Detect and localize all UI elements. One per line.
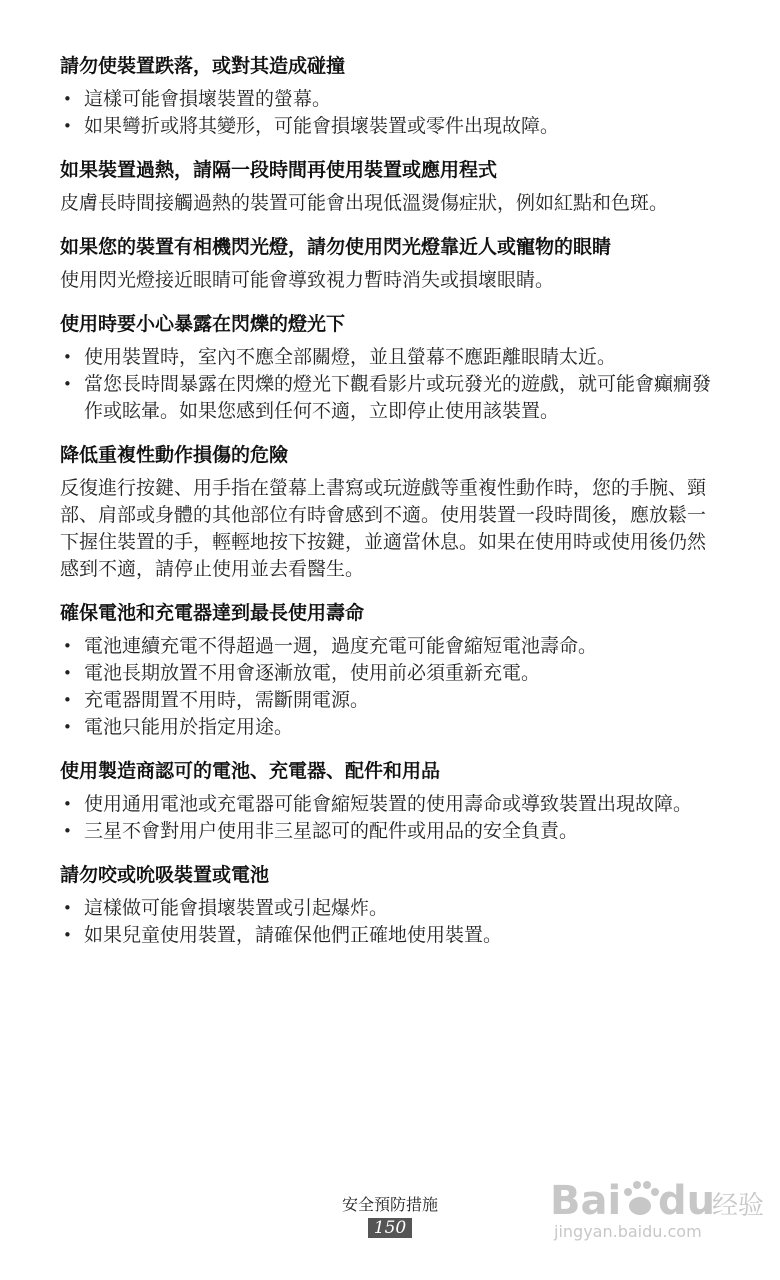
section-flash (60, 233, 720, 294)
bullet-list (60, 791, 720, 845)
section-heading: 請勿使裝置跌落，或對其造成碰撞 (60, 55, 346, 77)
section-battery-life (60, 599, 720, 741)
list-item: • 三星不會對用户使用非三星認可的配件或用品的安全負責。 (60, 818, 720, 845)
page-number: 150 (368, 1218, 412, 1238)
section-heading: 如果您的裝置有相機閃光燈，請勿使用閃光燈靠近人或寵物的眼睛 (60, 236, 612, 258)
section-do-not-bite (60, 861, 720, 949)
document-body (60, 52, 720, 965)
chapter-title: 安全預防措施 (341, 1195, 438, 1214)
watermark-url: jingyan.baidu.com (554, 1222, 702, 1241)
bullet-list (60, 86, 720, 140)
list-item: • 這樣做可能會損壞裝置或引起爆炸。 (60, 895, 720, 922)
section-approved-accessories (60, 757, 720, 845)
section-heading: 如果裝置過熱，請隔一段時間再使用裝置或應用程式 (60, 159, 498, 181)
bullet-list (60, 344, 720, 425)
section-text: 使用閃光燈接近眼睛可能會導致視力暫時消失或損壞眼睛。 (60, 269, 555, 291)
list-item: • 如果彎折或將其變形，可能會損壞裝置或零件出現故障。 (60, 113, 720, 140)
bullet-list (60, 895, 720, 949)
list-item: • 電池連續充電不得超過一週，過度充電可能會縮短電池壽命。 (60, 633, 720, 660)
section-heading: 降低重複性動作損傷的危險 (60, 444, 289, 466)
section-heading: 請勿咬或吮吸裝置或電池 (60, 864, 270, 886)
list-item: • 如果兒童使用裝置，請確保他們正確地使用裝置。 (60, 922, 720, 949)
section-repetitive-motion (60, 441, 720, 583)
baidu-logo-icon (548, 1172, 770, 1224)
list-item: • 使用裝置時，室內不應全部關燈，並且螢幕不應距離眼睛太近。 (60, 344, 720, 371)
svg-text:du: du (658, 1178, 716, 1224)
list-item: • 充電器閒置不用時，需斷開電源。 (60, 687, 720, 714)
section-text: 反復進行按鍵、用手指在螢幕上書寫或玩遊戲等重複性動作時，您的手腕、頸部、肩部或身體的其他部位有時會感到不適。使用裝置一段時間後，應放鬆一下握住裝置的手，輕輕地按下按鍵，並適當休息。如果在使用時或使用後仍然感到不適，請停止使用並去看醫生。 (60, 477, 707, 580)
section-flashing-lights (60, 310, 720, 425)
list-item: • 當您長時間暴露在閃爍的燈光下觀看影片或玩發光的遊戲，就可能會癲癇發作或眩暈。如果您感到任何不適，立即停止使用該裝置。 (60, 371, 720, 425)
section-overheat (60, 156, 720, 217)
section-drop (60, 52, 720, 140)
list-item: • 這樣可能會損壞裝置的螢幕。 (60, 86, 720, 113)
svg-text:Bai: Bai (550, 1178, 622, 1224)
section-heading: 使用時要小心暴露在閃爍的燈光下 (60, 313, 346, 335)
section-heading: 確保電池和充電器達到最長使用壽命 (60, 602, 365, 624)
list-item: • 電池長期放置不用會逐漸放電，使用前必須重新充電。 (60, 660, 720, 687)
bullet-list (60, 633, 720, 741)
section-heading: 使用製造商認可的電池、充電器、配件和用品 (60, 760, 441, 782)
svg-text:经验: 经验 (712, 1191, 765, 1221)
list-item: • 使用通用電池或充電器可能會縮短裝置的使用壽命或導致裝置出現故障。 (60, 791, 720, 818)
baidu-watermark (548, 1160, 770, 1252)
list-item: • 電池只能用於指定用途。 (60, 714, 720, 741)
section-text: 皮膚長時間接觸過熱的裝置可能會出現低溫燙傷症狀，例如紅點和色斑。 (60, 192, 669, 214)
